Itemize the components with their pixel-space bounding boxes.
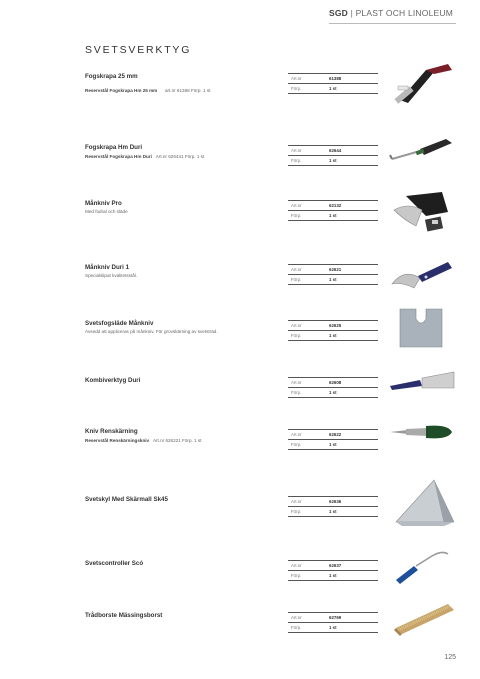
pack-label: Förp. (291, 277, 302, 282)
product-name: Kombiverktyg Duri (85, 377, 141, 384)
spare-part-info: Art.nr 626221 Förp. 1 st (152, 438, 202, 443)
art-label: Art.nr (291, 267, 302, 272)
product-name: Fogskrapa Hm Duri (85, 144, 143, 151)
product-note: Specialslipat kvalitetsstål. (85, 273, 138, 278)
crescent-knife-pro-image (386, 190, 456, 236)
product-name: Månkniv Pro (85, 200, 122, 207)
product-name: Kniv Renskärning (85, 428, 138, 435)
art-label: Art.nr (291, 323, 302, 328)
pack-label: Förp. (291, 442, 302, 447)
pack-label: Förp. (291, 158, 302, 163)
product-description (85, 154, 204, 159)
product-name: Svetskyl Med Skärmall Sk45 (85, 496, 168, 503)
pack-size: 1 st (329, 390, 337, 395)
art-label: Art.nr (291, 148, 302, 153)
pack-label: Förp. (291, 86, 302, 91)
art-label: Art.nr (291, 563, 302, 568)
art-label: Art.nr (291, 203, 302, 208)
product-name: Trådborste Mässingsborst (85, 612, 163, 619)
art-label: Art.nr (291, 432, 302, 437)
pack-size: 1 st (329, 509, 337, 514)
pack-label: Förp. (291, 213, 302, 218)
pack-label: Förp. (291, 390, 302, 395)
art-label: Art.nr (291, 615, 302, 620)
product-note: Avsedd att appliceras på månkniv. För grovskärning av svetsträd. (85, 329, 218, 334)
product-name: Fogskrapa 25 mm (85, 73, 138, 80)
art-number: 62644 (329, 148, 342, 153)
pack-label: Förp. (291, 509, 302, 514)
pack-size: 1 st (329, 277, 337, 282)
pack-size: 1 st (329, 158, 337, 163)
art-label: Art.nr (291, 76, 302, 81)
spare-part-text: Reservstål Fogskrapa Hm Duri (85, 154, 152, 159)
product-description (85, 273, 137, 278)
page-title: SVETSVERKTYG (85, 44, 192, 56)
art-number: 62621 (329, 267, 342, 272)
pack-size: 1 st (329, 213, 337, 218)
pack-label: Förp. (291, 573, 302, 578)
product-description (85, 329, 218, 334)
pack-size: 1 st (329, 333, 337, 338)
art-number: 62636 (329, 499, 342, 504)
art-number: 62608 (329, 380, 342, 385)
page-number: 125 (444, 654, 456, 661)
page-header (329, 8, 456, 22)
product-description (85, 209, 128, 214)
art-number: 62637 (329, 563, 342, 568)
wedge-template-image (392, 474, 458, 530)
spare-part-info: art.nr 61368 Förp. 1 st (164, 88, 211, 93)
art-number: 62132 (329, 203, 342, 208)
hook-scraper-image (386, 133, 456, 169)
art-label: Art.nr (291, 499, 302, 504)
spare-part-text: Reservstål Fogskrapa Hm 25 mm (85, 88, 158, 93)
crescent-knife-image (386, 254, 456, 294)
product-description (85, 88, 210, 93)
spare-part-text: Reservstål Renskärningskniv (85, 438, 150, 443)
art-number: 62625 (329, 323, 342, 328)
sled-guide-image (398, 305, 444, 349)
section-name: PLAST OCH LINOLEUM (355, 8, 454, 18)
product-name: Svetsfogsläde Månkniv (85, 320, 154, 327)
product-name: Svetscontroller Scó (85, 560, 144, 567)
wire-brush-image (392, 598, 458, 638)
trim-knife-image (388, 420, 458, 444)
brand-name: SGD (329, 8, 349, 18)
art-number: 61388 (329, 76, 342, 81)
product-name: Månkniv Duri 1 (85, 264, 130, 271)
combi-tool-image (388, 368, 458, 394)
product-note: Med fodral och släde (85, 209, 128, 214)
header-rule (329, 23, 456, 24)
pack-size: 1 st (329, 86, 337, 91)
art-number: 62769 (329, 615, 342, 620)
scraper-handle-image (386, 60, 456, 110)
spare-part-info: Art.nr 626441 Förp. 1 st (155, 154, 205, 159)
art-number: 62622 (329, 432, 342, 437)
product-description (85, 438, 201, 443)
pack-size: 1 st (329, 625, 337, 630)
weld-probe-image (392, 546, 458, 586)
pack-size: 1 st (329, 573, 337, 578)
pack-size: 1 st (329, 442, 337, 447)
art-label: Art.nr (291, 380, 302, 385)
pack-label: Förp. (291, 333, 302, 338)
pack-label: Förp. (291, 625, 302, 630)
header-separator: | (348, 8, 356, 18)
